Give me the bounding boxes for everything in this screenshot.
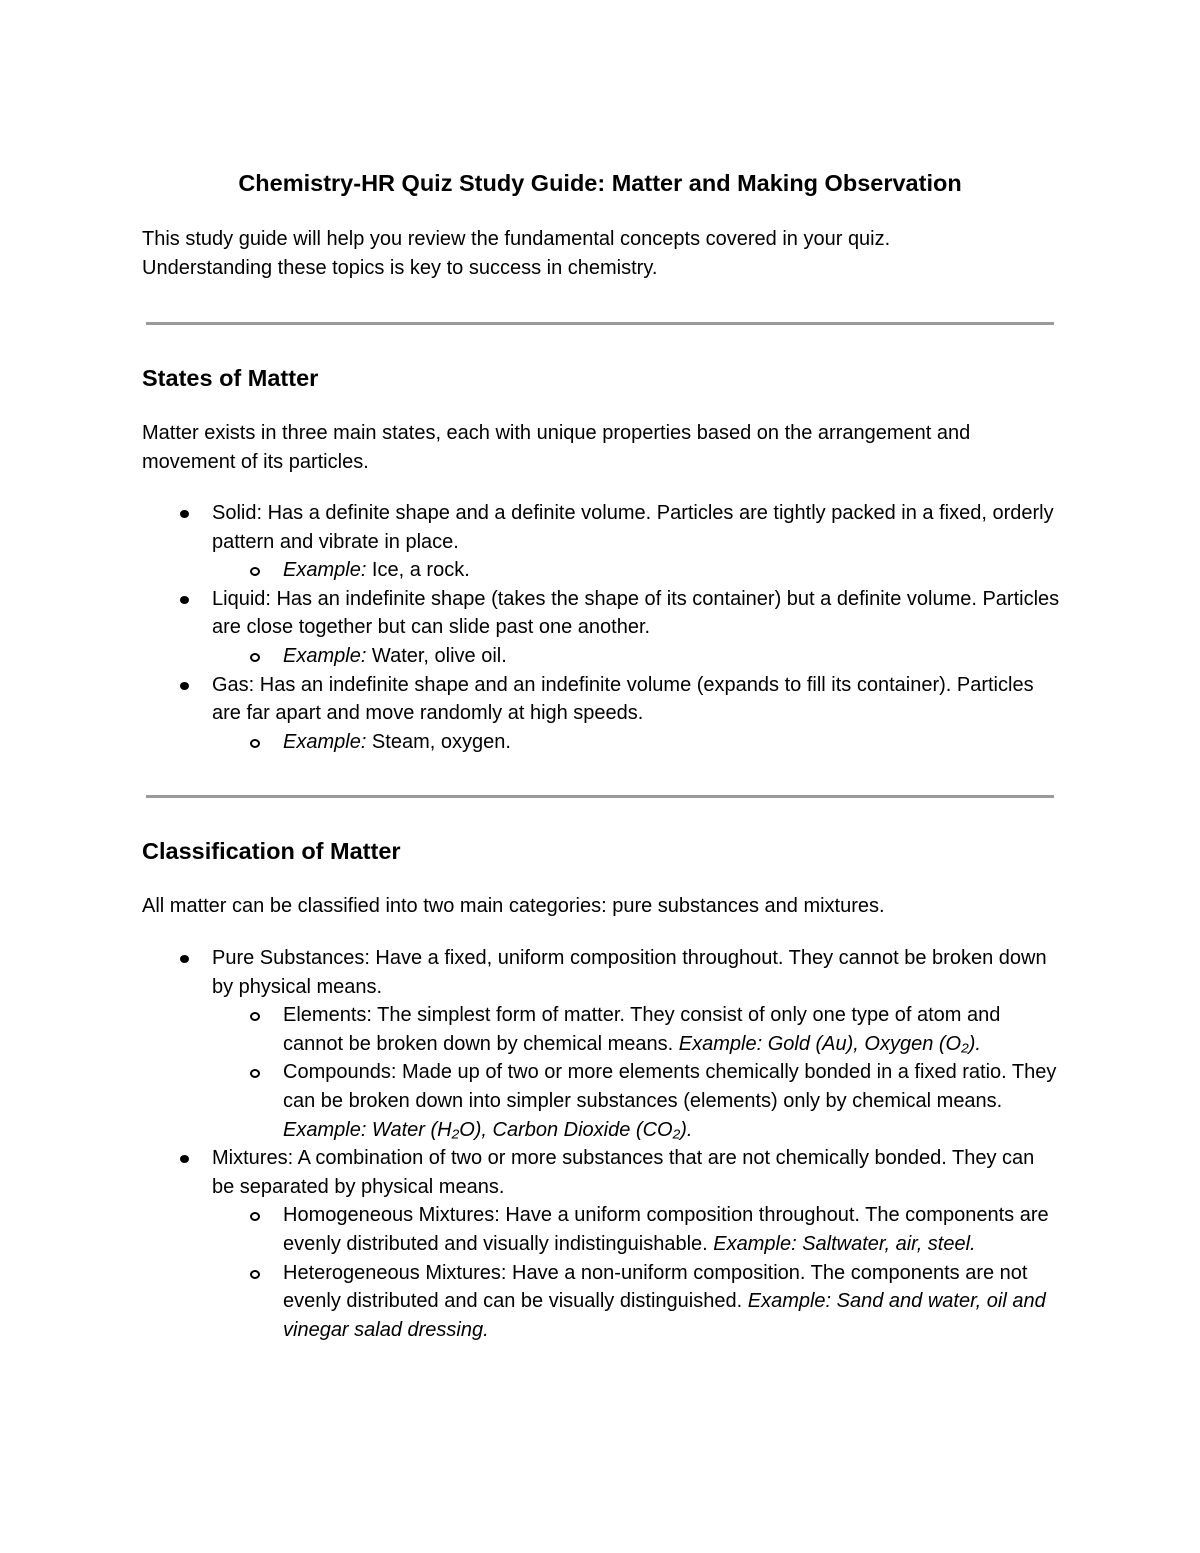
intro-paragraph: [142, 225, 1058, 282]
list-item-compounds: [142, 1058, 1062, 1144]
section-divider: [146, 322, 1054, 325]
example-label: Example:: [283, 644, 367, 667]
list-item-solid: [142, 499, 1062, 585]
example-label: Example:: [283, 730, 367, 753]
example-text: Example: Water (H₂O), Carbon Dioxide (CO₂).: [283, 1118, 693, 1141]
bullet-icon: [180, 510, 189, 518]
circle-bullet-icon: [250, 653, 260, 662]
circle-bullet-icon: [250, 567, 260, 576]
circle-bullet-icon: [250, 739, 260, 748]
classification-paragraph: All matter can be classified into two main categories: pure substances and mixtures.: [142, 895, 885, 917]
list-item-example: [142, 642, 1062, 671]
circle-bullet-icon: [250, 1069, 260, 1078]
list-item-heterogeneous: [142, 1259, 1062, 1345]
bullet-icon: [180, 682, 189, 690]
example-text: Steam, oxygen.: [366, 730, 511, 753]
sublist-item-text: Homogeneous Mixtures: Have a uniform composition throughout. The components are evenly distributed and visually indistinguishable.: [283, 1204, 1049, 1255]
list-item-homogeneous: [142, 1201, 1062, 1258]
sublist-item-text: Compounds: Made up of two or more elements chemically bonded in a fixed ratio. They can be broken down into simpler substances (elements) only by chemical means.: [283, 1061, 1057, 1112]
list-item-pure-substances: [142, 944, 1062, 1144]
circle-bullet-icon: [250, 1270, 260, 1279]
example-text: Water, olive oil.: [366, 644, 507, 667]
intro-line-1: This study guide will help you review the fundamental concepts covered in your quiz.: [142, 228, 891, 250]
list-item-text: Mixtures: A combination of two or more substances that are not chemically bonded. They can be separated by physical means.: [212, 1147, 1035, 1198]
classification-list: [142, 944, 1062, 1344]
classification-heading: Classification of Matter: [142, 838, 401, 864]
list-item-example: [142, 556, 1062, 585]
sublist: [212, 642, 1062, 671]
list-item-text: Liquid: Has an indefinite shape (takes the shape of its container) but a definite volume. Particles are close together but can slide past one another.: [212, 587, 1060, 639]
list-item-elements: [142, 1001, 1062, 1058]
sublist: [212, 1001, 1062, 1144]
bullet-icon: [180, 955, 189, 963]
example-text: Example: Sand and water, oil and vinegar salad dressing.: [283, 1290, 1046, 1341]
example-text: Example: Saltwater, air, steel.: [713, 1232, 976, 1255]
example-label: Example:: [283, 559, 367, 582]
sublist-item-text: Heterogeneous Mixtures: Have a non-uniform composition. The components are not evenly distributed and can be visually distinguished.: [283, 1261, 1028, 1313]
circle-bullet-icon: [250, 1012, 260, 1021]
list-item-gas: [142, 671, 1062, 757]
bullet-icon: [180, 596, 189, 604]
sublist-item-text: Elements: The simplest form of matter. They consist of only one type of atom and cannot be broken down by chemical means.: [283, 1004, 1001, 1055]
list-item-liquid: [142, 585, 1062, 671]
section-divider: [146, 795, 1054, 798]
sublist: [212, 1201, 1062, 1344]
list-item-text: Solid: Has a definite shape and a definite volume. Particles are tightly packed in a fixed, orderly pattern and vibrate in place.: [212, 502, 1054, 553]
example-text: Example: Gold (Au), Oxygen (O₂).: [678, 1032, 981, 1055]
page-title: Chemistry-HR Quiz Study Guide: Matter and Making Observation: [238, 170, 962, 196]
list-item-mixtures: [142, 1144, 1062, 1344]
intro-line-2: Understanding these topics is key to success in chemistry.: [142, 256, 658, 279]
states-paragraph: Matter exists in three main states, each with unique properties based on the arrangement and movement of its particles.: [142, 422, 971, 473]
list-item-text: Gas: Has an indefinite shape and an indefinite volume (expands to fill its container). Particles are far apart and move randomly at high speeds.: [212, 673, 1034, 725]
bullet-icon: [180, 1155, 189, 1163]
sublist: [212, 556, 1062, 585]
example-text: Ice, a rock.: [366, 559, 470, 582]
list-item-example: [142, 728, 1062, 757]
states-heading: States of Matter: [142, 365, 319, 391]
states-list: [142, 499, 1062, 756]
list-item-text: Pure Substances: Have a fixed, uniform composition throughout. They cannot be broken down by physical means.: [212, 947, 1047, 998]
sublist: [212, 728, 1062, 757]
circle-bullet-icon: [250, 1212, 260, 1221]
